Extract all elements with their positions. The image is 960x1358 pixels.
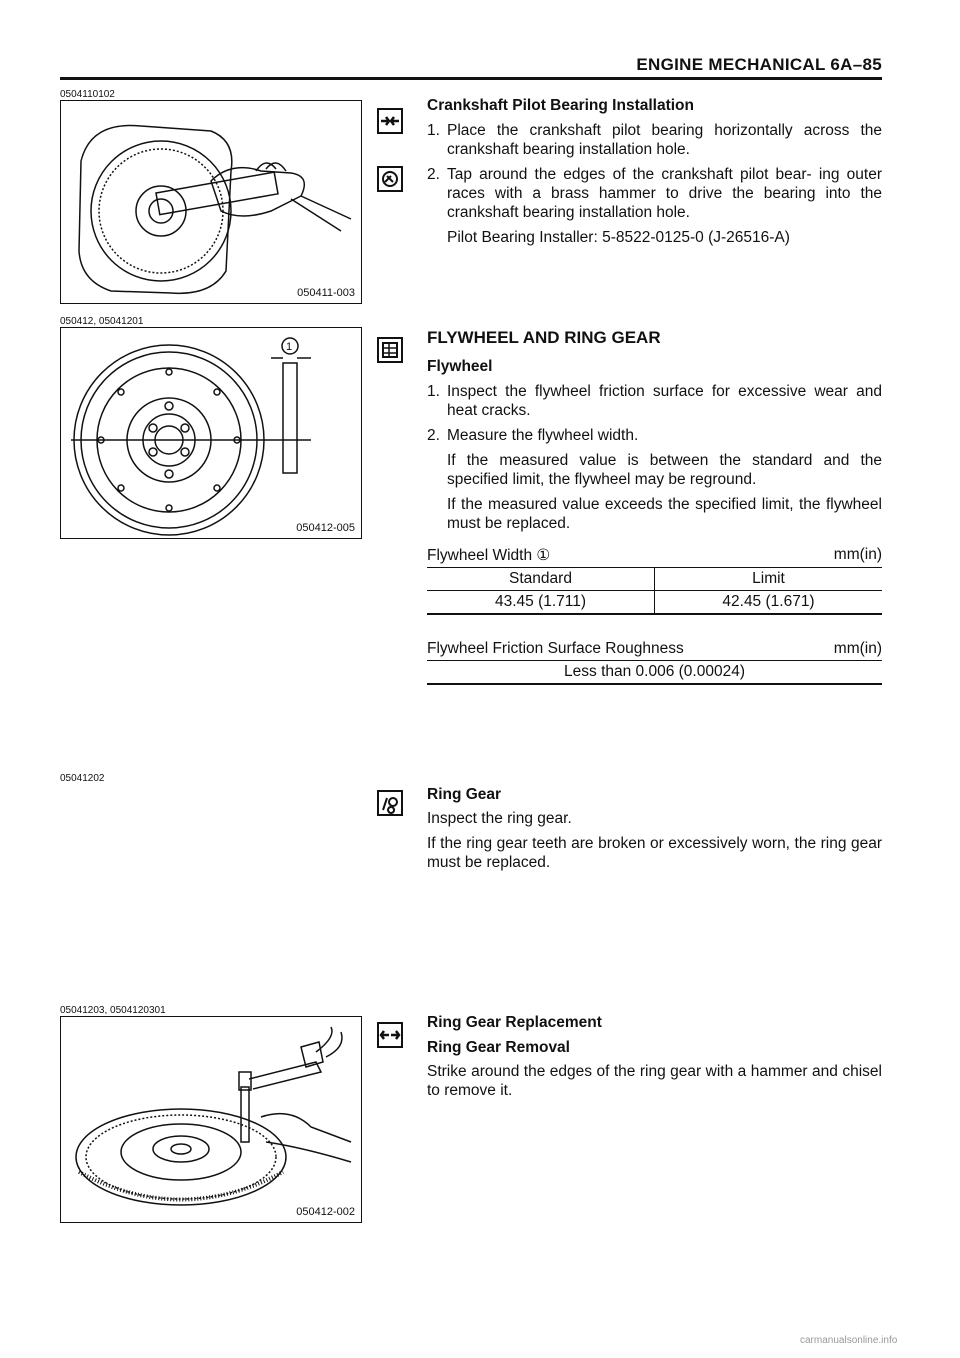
figure-4-code: 05041203, 0504120301	[60, 1005, 166, 1016]
figure-2-flywheel-width	[60, 327, 362, 539]
figure-1-illustration	[61, 101, 361, 303]
spec-unit: mm(in)	[833, 640, 882, 657]
figure-1-code: 0504110102	[60, 89, 115, 100]
section-flywheel	[427, 328, 882, 533]
spec-header	[427, 546, 882, 568]
table-header-row	[427, 568, 882, 591]
figure-2-label: 050412-005	[296, 522, 355, 534]
figure-3-code: 05041202	[60, 773, 105, 784]
step-item	[427, 165, 882, 222]
table-cell: 42.45 (1.671)	[722, 593, 815, 610]
spec-title: Flywheel Width ①	[427, 547, 551, 564]
section-1-title: Crankshaft Pilot Bearing Installation	[427, 97, 694, 114]
section-4-subtitle: Ring Gear Removal	[427, 1039, 570, 1056]
step-number: 2.	[427, 166, 440, 183]
step-text: Tap around the edges of the crankshaft pilot bear- ing outer races with a brass hammer to drive the bearing into the crankshaft bearing installation hole.	[447, 166, 882, 221]
spec-unit: mm(in)	[833, 546, 882, 563]
section-4-title: Ring Gear Replacement	[427, 1014, 602, 1031]
ring-gear-replace-note: If the ring gear teeth are broken or excessively worn, the ring gear must be replaced.	[427, 835, 882, 871]
svg-text:1: 1	[286, 341, 293, 353]
roughness-value: Less than 0.006 (0.00024)	[427, 661, 882, 685]
table-cell: 43.45 (1.711)	[427, 591, 655, 615]
note-reground: If the measured value is between the standard and the specified limit, the flywheel may be reground.	[447, 452, 882, 488]
ring-gear-inspect: Inspect the ring gear.	[427, 810, 572, 827]
table-row	[427, 591, 882, 615]
figure-1-pilot-bearing-install	[60, 100, 362, 304]
flywheel-width-table	[427, 568, 882, 615]
replace-arrows-icon	[377, 1022, 403, 1048]
step-text: Inspect the flywheel friction surface for excessive wear and heat cracks.	[447, 383, 882, 419]
page-header-title: ENGINE MECHANICAL 6A–85	[636, 55, 882, 74]
figure-2-code: 050412, 05041201	[60, 316, 144, 327]
roughness-spec	[427, 640, 882, 685]
section-2-title: FLYWHEEL AND RING GEAR	[427, 328, 661, 347]
section-ring-gear-replacement	[427, 1013, 882, 1100]
step-text: Place the crankshaft pilot bearing horizontally across the crankshaft bearing installation hole.	[447, 122, 882, 158]
watermark: carmanualsonline.info	[800, 1335, 898, 1346]
figure-4-ring-gear-removal	[60, 1016, 362, 1223]
step-number: 1.	[427, 122, 440, 139]
spec-title: Flywheel Friction Surface Roughness	[427, 640, 684, 657]
step-item	[427, 121, 882, 159]
removal-instruction: Strike around the edges of the ring gear with a hammer and chisel to remove it.	[427, 1063, 882, 1099]
install-arrows-icon	[377, 108, 403, 134]
tool-reference: Pilot Bearing Installer: 5-8522-0125-0 (J-26516-A)	[447, 229, 790, 246]
figure-4-label: 050412-002	[296, 1206, 355, 1218]
section-2-subtitle: Flywheel	[427, 358, 493, 375]
step-item	[427, 382, 882, 420]
step-text: Measure the flywheel width.	[447, 427, 639, 444]
note-replace: If the measured value exceeds the specified limit, the flywheel must be replaced.	[447, 496, 882, 532]
hammer-tool-icon	[377, 166, 403, 192]
inspect-table-icon	[377, 337, 403, 363]
section-3-title: Ring Gear	[427, 786, 502, 803]
header-rule	[60, 77, 882, 80]
figure-4-illustration	[61, 1017, 361, 1222]
step-number: 2.	[427, 427, 440, 444]
table-header-cell: Standard	[427, 568, 655, 591]
figure-2-illustration	[61, 328, 361, 538]
step-item	[427, 426, 882, 445]
spec-header	[427, 640, 882, 661]
step-number: 1.	[427, 383, 440, 400]
flywheel-width-spec	[427, 546, 882, 615]
table-header-cell: Limit	[752, 570, 785, 587]
section-pilot-bearing	[427, 96, 882, 247]
figure-1-label: 050411-003	[297, 287, 355, 299]
ring-gear-icon	[377, 790, 403, 816]
section-ring-gear	[427, 785, 882, 872]
